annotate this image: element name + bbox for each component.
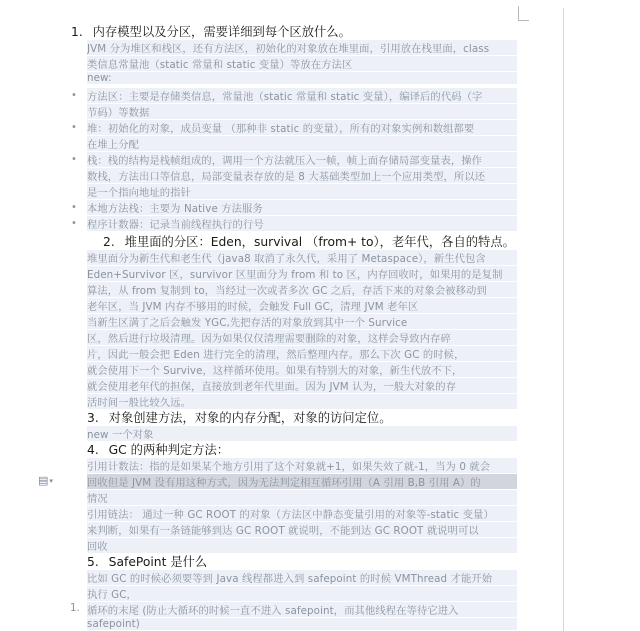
paragraph-line: 类信息常量池（static 常量和 static 变量）等放在方法区: [87, 56, 517, 71]
heading-text: 内存模型以及分区，需要详细到每个区放什么。: [92, 25, 351, 39]
list-item-line: safepoint): [87, 618, 517, 630]
heading-text: 堆里面的分区：Eden，survival （from+ to），老年代，各自的特点。: [124, 235, 515, 249]
list-item-line: 是一个指向地址的指针: [87, 184, 517, 199]
paragraph-line-selected[interactable]: 回收但是 JVM 没有用这种方式，因为无法判定相互循环引用（A 引用 B,B 引用 A）的: [87, 474, 517, 489]
list-item-line: 节码）等数据: [87, 104, 517, 119]
bullet-dot: •: [71, 90, 77, 101]
paragraph-line: [87, 250, 517, 265]
list-item-line: 栈：栈的结构是栈帧组成的，调用一个方法就压入一帧，帧上面存储局部变量表，操作: [87, 152, 517, 167]
paragraph-line: 执行 GC，: [87, 586, 517, 601]
paragraph-line: 来判断，如果有一条链能够到达 GC ROOT 就说明，不能到达 GC ROOT 就说明可以: [87, 522, 517, 537]
heading-number: 2.: [103, 235, 115, 249]
paragraph-line: 活时间一般比较久远。: [87, 394, 517, 409]
bullet-dot: •: [71, 202, 77, 213]
heading-5: [87, 552, 207, 570]
heading-text: 对象创建方法，对象的内存分配，对象的访问定位。: [108, 411, 392, 425]
heading-number: 3.: [87, 411, 99, 425]
paragraph-line: 情况: [87, 490, 517, 505]
paragraph-line: new:: [87, 72, 517, 84]
heading-number: 4.: [87, 443, 99, 457]
heading-3: [87, 408, 392, 426]
list-item-line: 本地方法栈：主要为 Native 方法服务: [87, 200, 517, 215]
paragraph-line: new 一个对象: [87, 426, 517, 441]
heading-number: 1.: [71, 25, 83, 39]
paragraph-line: 当新生区满了之后会触发 YGC,先把存活的对象放到其中一个 Survice: [87, 314, 517, 329]
paragraph-line: 老年区，当 JVM 内存不够用的时候，会触发 Full GC，清理 JVM 老年区: [87, 298, 517, 313]
paragraph-line: 区，然后进行垃圾清理。因为如果仅仅清理需要删除的对象，这样会导致内存碎: [87, 330, 517, 345]
heading-2: [103, 232, 515, 250]
comment-icon[interactable]: ▤▾: [38, 474, 53, 487]
bullet-dot: •: [71, 218, 77, 229]
line-text: 堆里面分为新生代和老生代（java8 取消了永久代，采用了 Metaspace），新生代包含: [87, 253, 486, 265]
paragraph-line: 回收: [87, 538, 517, 553]
heading-1: [71, 22, 351, 40]
list-item-line: 在堆上分配: [87, 136, 517, 151]
dropdown-icon[interactable]: ▾: [49, 477, 53, 485]
list-item-line: 数栈，方法出口等信息，局部变量表存放的是 8 大基础类型加上一个应用类型，所以还: [87, 168, 517, 183]
heading-4: [87, 440, 229, 458]
paragraph-line: 引用计数法：指的是如果某个地方引用了这个对象就+1，如果失效了就-1，当为 0 就会: [87, 458, 517, 473]
paragraph-line: Eden+Survivor 区，survivor 区里面分为 from 和 to 区，内存回收时，如果用的是复制: [87, 266, 517, 281]
list-item-line: 程序计数器：记录当前线程执行的行号: [87, 216, 517, 231]
paragraph-line: 就会使用下一个 Survive，这样循环使用。如果有特别大的对象，新生代放不下，: [87, 362, 517, 377]
list-item-line: 堆：初始化的对象，成员变量 （那种非 static 的变量），所有的对象实例和数组都要: [87, 120, 517, 135]
paragraph-line: JVM 分为堆区和栈区，还有方法区，初始化的对象放在堆里面，引用放在栈里面，class: [87, 40, 517, 55]
heading-text: GC 的两种判定方法：: [108, 443, 230, 457]
list-item-line: 循环的末尾 (防止大循环的时候一直不进入 safepoint，而其他线程在等待它进入: [87, 602, 517, 617]
list-item-line: 方法区：主要是存储类信息，常量池（static 常量和 static 变量），编译后的代码（字: [87, 88, 517, 103]
heading-number: 5.: [87, 555, 99, 569]
paragraph-line: 比如 GC 的时候必须要等到 Java 线程都进入到 safepoint 的时候 VMThread 才能开始: [87, 570, 517, 585]
list-number: 1.: [70, 602, 80, 614]
heading-text: SafePoint 是什么: [108, 555, 208, 569]
paragraph-line: 就会使用老年代的担保，直接放到老年代里面。因为 JVM 认为，一般大对象的存: [87, 378, 517, 393]
paragraph-line: 引用链法： 通过一种 GC ROOT 的对象（方法区中静态变量引用的对象等-static 变量）: [87, 506, 517, 521]
paragraph-line: 算法，从 from 复制到 to，当经过一次或者多次 GC 之后，存活下来的对象会被移动到: [87, 282, 517, 297]
bullet-dot: •: [71, 154, 77, 165]
paragraph-line: 片，因此一般会把 Eden 进行完全的清理，然后整理内存。那么下次 GC 的时候，: [87, 346, 517, 361]
bullet-dot: •: [71, 122, 77, 133]
